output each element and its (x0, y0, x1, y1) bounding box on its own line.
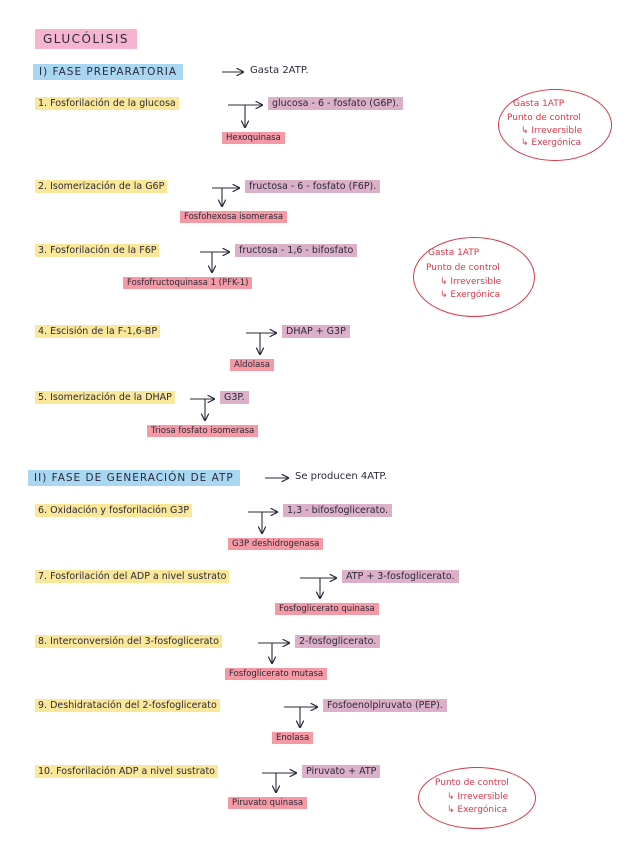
step-1-label: 1. Fosforilación de la glucosa (35, 97, 179, 110)
step-1-enzyme: Hexoquinasa (222, 132, 285, 144)
step-6-enzyme: G3P deshidrogenasa (228, 538, 323, 550)
step-6-label: 6. Oxidación y fosforilación G3P (35, 504, 192, 517)
step-7-enzyme: Fosfoglicerato quinasa (275, 603, 379, 615)
control-point-note-1 (498, 89, 612, 161)
step-9-label: 9. Deshidratación del 2-fosfoglicerato (35, 699, 220, 712)
step-2-enzyme: Fosfohexosa isomerasa (180, 211, 287, 223)
step-8-product: 2-fosfoglicerato. (295, 635, 380, 648)
step-8-enzyme: Fosfoglicerato mutasa (225, 668, 327, 680)
step-2-label: 2. Isomerización de la G6P (35, 180, 167, 193)
note-2-exergonic: ↳ Exergónica (440, 290, 501, 300)
step-5-label: 5. Isomerización de la DHAP (35, 391, 175, 404)
control-point-note-3 (418, 767, 536, 829)
phase-2-heading: II) FASE DE GENERACIÓN DE ATP (28, 470, 240, 486)
phase-1-heading: I) FASE PREPARATORIA (33, 64, 183, 80)
step-5-product: G3P. (220, 391, 249, 404)
step-9-product: Fosfoenolpiruvato (PEP). (323, 699, 447, 712)
page-title: GLUCÓLISIS (35, 29, 137, 49)
step-7-label: 7. Fosforilación del ADP a nivel sustrato (35, 570, 229, 583)
step-4-product: DHAP + G3P (282, 325, 350, 338)
step-9-enzyme: Enolasa (272, 732, 313, 744)
note-3-irreversible: ↳ Irreversible (447, 792, 509, 802)
note-1-atp: Gasta 1ATP (513, 99, 565, 109)
step-6-product: 1,3 - bifosfoglicerato. (283, 504, 392, 517)
step-2-product: fructosa - 6 - fosfato (F6P). (245, 180, 380, 193)
note-1-exergonic: ↳ Exergónica (521, 138, 582, 148)
step-10-product: Piruvato + ATP (302, 765, 380, 778)
step-4-enzyme: Aldolasa (230, 359, 274, 371)
note-2-title: Punto de control (426, 263, 500, 273)
note-2-atp: Gasta 1ATP (428, 248, 480, 258)
step-7-product: ATP + 3-fosfoglicerato. (342, 570, 459, 583)
step-3-product: fructosa - 1,6 - bifosfato (235, 244, 357, 257)
step-10-enzyme: Piruvato quinasa (228, 797, 307, 809)
note-1-title: Punto de control (507, 113, 581, 123)
step-3-enzyme: Fosfofructoquinasa 1 (PFK-1) (123, 277, 252, 289)
phase-2-note: Se producen 4ATP. (295, 471, 388, 482)
note-2-irreversible: ↳ Irreversible (440, 277, 502, 287)
step-4-label: 4. Escisión de la F-1,6-BP (35, 325, 160, 338)
control-point-note-2 (413, 237, 535, 317)
note-3-title: Punto de control (435, 778, 509, 788)
note-3-exergonic: ↳ Exergónica (447, 805, 508, 815)
phase-1-note: Gasta 2ATP. (250, 65, 309, 76)
step-1-product: glucosa - 6 - fosfato (G6P). (268, 97, 403, 110)
step-5-enzyme: Triosa fosfato isomerasa (147, 425, 258, 437)
step-3-label: 3. Fosforilación de la F6P (35, 244, 159, 257)
step-10-label: 10. Fosforilación ADP a nivel sustrato (35, 765, 218, 778)
note-1-irreversible: ↳ Irreversible (521, 126, 583, 136)
step-8-label: 8. Interconversión del 3-fosfoglicerato (35, 635, 222, 648)
